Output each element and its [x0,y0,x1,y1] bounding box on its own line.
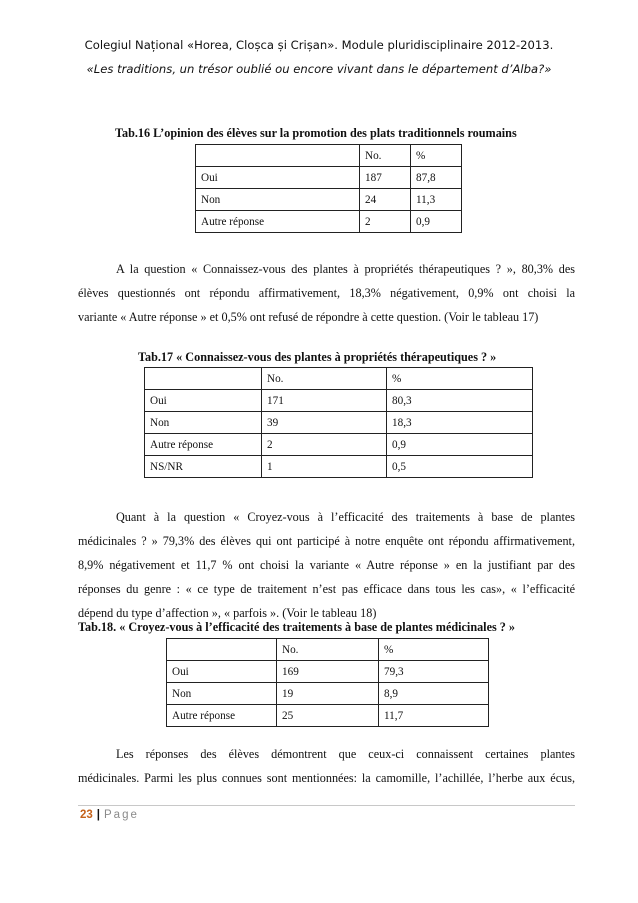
table-cell: % [379,639,489,661]
table-cell: 187 [360,167,411,189]
table-cell: 0,9 [387,434,533,456]
table-cell: NS/NR [145,456,262,478]
text-line: A la question « Connaissez-vous des plantes à propriétés thérapeutiques ? », 80,3% des [116,262,575,276]
table-row [145,434,533,456]
table-cell: No. [262,368,387,390]
table-cell: 39 [262,412,387,434]
table-cell: 87,8 [411,167,462,189]
table-cell: 8,9 [379,683,489,705]
paragraph-efficacite-question [78,505,575,625]
table-cell: 1 [262,456,387,478]
table-cell: Oui [167,661,277,683]
table-cell: Oui [145,390,262,412]
paragraph-plantes-question [78,257,575,329]
page-number: 23 [80,809,93,821]
table-cell [196,145,360,167]
table18-caption: Tab.18. « Croyez-vous à l’efficacité des traitements à base de plantes médicinales ? » [78,620,516,634]
page-label: Page [104,809,139,821]
text-line: 8,9% négativement et 11,7 % ont choisi la variante « Autre réponse » en la justifiant par des [78,558,575,572]
table-cell: 80,3 [387,390,533,412]
table-row [167,683,489,705]
table-cell: 79,3 [379,661,489,683]
table-cell: Autre réponse [196,211,360,233]
table-cell: 11,3 [411,189,462,211]
table-cell [145,368,262,390]
table-cell: 11,7 [379,705,489,727]
table-cell: 0,5 [387,456,533,478]
text-line: réponses du genre : « ce type de traitement n’est pas efficace dans tous les cas», « l’efficacité [78,582,575,596]
table-cell: 0,9 [411,211,462,233]
table-cell: 19 [277,683,379,705]
text-line: variante « Autre réponse » et 0,5% ont refusé de répondre à cette question. (Voir le tableau 17) [78,310,539,324]
document-header-subtitle: «Les traditions, un trésor oublié ou encore vivant dans le département d’Alba?» [86,62,552,76]
text-line: élèves questionnés ont répondu affirmativement, 18,3% négativement, 0,9% ont choisi la [78,286,575,300]
table-cell: Oui [196,167,360,189]
text-line: dépend du type d’affection », « parfois ». (Voir le tableau 18) [78,606,377,620]
table-row [145,390,533,412]
table16-caption: Tab.16 L’opinion des élèves sur la promotion des plats traditionnels roumains [115,126,517,140]
table-header-row [167,639,489,661]
text-line: médicinales ? » 79,3% des élèves qui ont participé à notre enquête ont répondu affirmativement, [78,534,575,548]
table-row [145,456,533,478]
table-cell: 18,3 [387,412,533,434]
table-cell: % [387,368,533,390]
table-cell: 25 [277,705,379,727]
document-header-title: Colegiul Național «Horea, Cloșca și Crișan». Module pluridisciplinaire 2012-2013. [84,38,554,52]
table-cell: % [411,145,462,167]
table-row [167,705,489,727]
table-cell: 2 [360,211,411,233]
table-cell: No. [360,145,411,167]
table-cell: 171 [262,390,387,412]
table-cell: 24 [360,189,411,211]
table-row [196,211,462,233]
table-row [196,189,462,211]
table-cell: Non [167,683,277,705]
text-line: Les réponses des élèves démontrent que ceux-ci connaissent certaines plantes [116,747,575,761]
text-line: médicinales. Parmi les plus connues sont mentionnées: la camomille, l’achillée, l’herbe aux écus, [78,771,575,785]
table17 [144,367,533,478]
footer-separator: | [96,809,101,821]
table-cell: Autre réponse [145,434,262,456]
table16 [195,144,462,233]
table-header-row [145,368,533,390]
table-cell: Non [145,412,262,434]
table-cell: No. [277,639,379,661]
table18 [166,638,489,727]
table-cell: Non [196,189,360,211]
table-cell: 169 [277,661,379,683]
table-cell: Autre réponse [167,705,277,727]
footer-divider [78,805,575,806]
paragraph-plantes-connues [78,742,575,790]
text-line: Quant à la question « Croyez-vous à l’efficacité des traitements à base de plantes [116,510,575,524]
table17-caption: Tab.17 « Connaissez-vous des plantes à propriétés thérapeutiques ? » [138,350,497,364]
table-row [196,167,462,189]
table-row [145,412,533,434]
page-footer [80,809,139,821]
table-cell [167,639,277,661]
table-cell: 2 [262,434,387,456]
table-header-row [196,145,462,167]
table-row [167,661,489,683]
